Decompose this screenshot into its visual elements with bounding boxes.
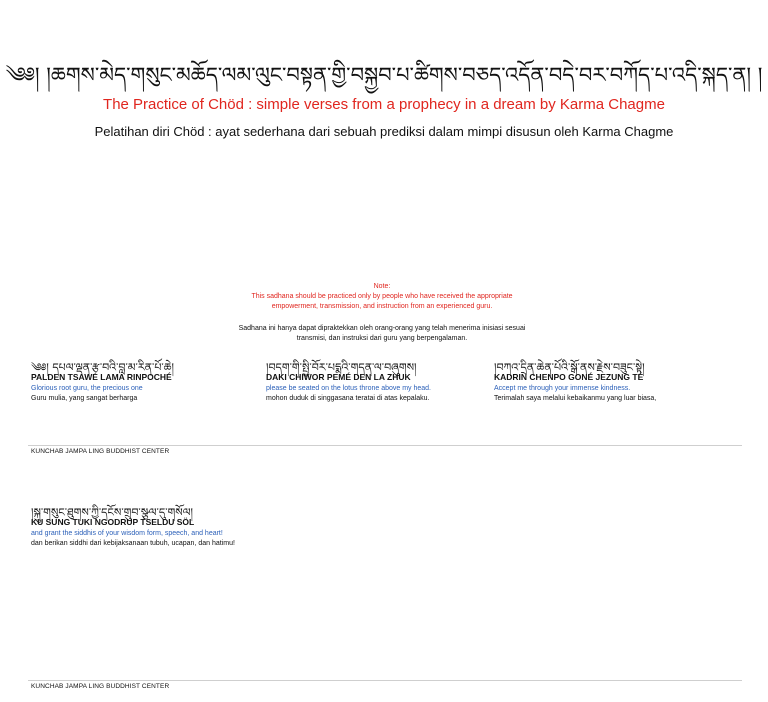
footer-center-name: KUNCHAB JAMPA LING BUDDHIST CENTER xyxy=(31,683,170,690)
verse-english: Glorious root guru, the precious one xyxy=(31,385,143,392)
verse-4 xyxy=(31,500,271,547)
verse-tibetan: །བདག་གི་སྤྱི་བོར་པདྨའི་གདན་ལ་བཞུགས། xyxy=(266,361,417,374)
english-title: The Practice of Chöd : simple verses from a prophecy in a dream by Karma Chagme xyxy=(103,96,665,113)
note-block xyxy=(180,282,584,312)
verse-1 xyxy=(31,355,271,402)
verse-english: Accept me through your immense kindness. xyxy=(494,385,631,392)
verse-indonesian: mohon duduk di singgasana teratai di atas kepalaku. xyxy=(266,395,430,402)
verse-english: and grant the siddhis of your wisdom form, speech, and heart! xyxy=(31,530,223,537)
verse-tibetan: ༄༅། དཔལ་ལྡན་རྩ་བའི་བླ་མ་རིན་པོ་ཆེ། xyxy=(31,361,174,374)
indonesian-title: Pelatihan diri Chöd : ayat sederhana dari sebuah prediksi dalam mimpi disusun oleh Karma Chagme xyxy=(94,124,674,139)
verse-transliteration: PALDEN TSAWÉ LAMA RINPOCHÉ xyxy=(31,372,172,382)
note-line: This sadhana should be practiced only by people who have received the appropriate xyxy=(251,293,513,300)
verse-3 xyxy=(494,355,734,402)
verse-english: please be seated on the lotus throne above my head. xyxy=(266,385,432,392)
note-indonesian-block xyxy=(180,324,584,344)
note-id-line: transmisi, dan instruksi dari guru yang berpengalaman. xyxy=(296,335,468,342)
note-label: Note: xyxy=(373,283,391,290)
note-id-line: Sadhana ini hanya dapat dipraktekkan oleh orang-orang yang telah menerima inisiasi sesuai xyxy=(238,325,526,332)
verse-tibetan: །བཀའ་དྲིན་ཆེན་པོའི་སྒོ་ནས་རྗེས་བཟུང་སྟེ། xyxy=(494,361,645,374)
footer-center-name: KUNCHAB JAMPA LING BUDDHIST CENTER xyxy=(31,448,170,455)
verse-transliteration: DAKI CHIWOR PEMÉ DEN LA ZHUK xyxy=(266,372,411,382)
verse-2 xyxy=(266,355,506,402)
verse-transliteration: KU SUNG TUKI NGODRUP TSELDU SÖL xyxy=(31,517,195,527)
note-line: empowerment, transmission, and instruction from an experienced guru. xyxy=(271,303,493,310)
verse-indonesian: dan berikan siddhi dari kebijaksanaan tubuh, ucapan, dan hatimu! xyxy=(31,540,235,547)
tibetan-title: ༄༅། །ཆགས་མེད་གསུང་མཆོད་ལམ་ལུང་བསྟན་གྱི་བསྐྱབ་པ་ཚིགས་བཅད་འདོན་བདེ་བར་བཀོད་པ་འདི་སྐད་ན། ། xyxy=(5,63,763,87)
verse-transliteration: KADRIN CHENPO GONÉ JEZUNG TÉ xyxy=(494,372,644,382)
verse-indonesian: Guru mulia, yang sangat berharga xyxy=(31,395,138,402)
page-divider xyxy=(28,445,742,446)
verse-tibetan: །སྐུ་གསུང་ཐུགས་ཀྱི་དངོས་གྲུབ་སྩལ་དུ་གསོལ། xyxy=(31,506,193,519)
verse-indonesian: Terimalah saya melalui kebaikanmu yang luar biasa, xyxy=(494,395,657,402)
page-divider xyxy=(28,680,742,681)
